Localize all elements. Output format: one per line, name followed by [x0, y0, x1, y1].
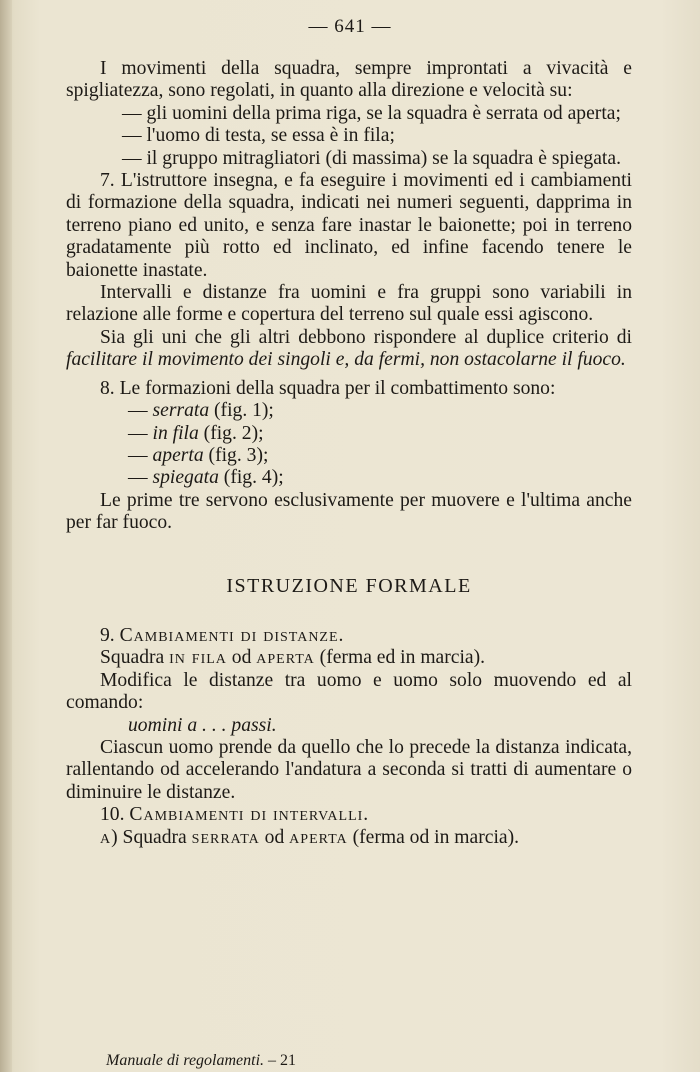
- section-10-title: 10. Cambiamenti di intervalli.: [100, 804, 370, 826]
- section-9-command: uomini a . . . passi.: [128, 714, 277, 736]
- dash-item-machine-gun-group: — il gruppo mitragliatori (di massima) se la squadra è spiegata.: [122, 147, 621, 169]
- dash-item-head-man: — l'uomo di testa, se essa è in fila;: [122, 125, 395, 147]
- formation-item: — aperta (fig. 3);: [128, 444, 269, 466]
- formations-list: [66, 400, 632, 490]
- section-9-title: 9. Cambiamenti di distanze.: [100, 624, 345, 646]
- formation-item: — serrata (fig. 1);: [128, 400, 274, 422]
- page-footer: Manuale di regolamenti. – 21: [106, 1052, 297, 1069]
- paragraph-7: 7. L'istruttore insegna, e fa eseguire i movimenti ed i cambiamenti di formazione della squadra, indicati nei numeri seguenti, dapprima in terreno piano ed unito, e senza fare inastar le baionette; poi in terreno gradatamente più rotto ed inclinato, ed infine facendo tenere le baionette inastate.: [66, 170, 632, 281]
- dash-item-first-row: — gli uomini della prima riga, se la squadra è serrata od aperta;: [122, 102, 621, 124]
- criteria-italic: facilitare il movimento dei singoli e, da fermi, non ostacolarne il fuoco.: [66, 349, 626, 371]
- section-9-explain: Ciascun uomo prende da quello che lo precede la distanza indicata, rallentando od accelerando l'andatura a seconda si tratti di aumentare o diminuire le distanze.: [66, 736, 632, 803]
- paragraph-movements: I movimenti della squadra, sempre improntati a vivacità e spigliatezza, sono regolati, in quanto alla direzione e velocità su:: [66, 58, 632, 102]
- criteria-text: Sia gli uni che gli altri debbono rispondere al duplice criterio di: [100, 326, 632, 348]
- section-heading: ISTRUZIONE FORMALE: [226, 574, 472, 597]
- page-body: [66, 58, 632, 849]
- formation-item: — spiegata (fig. 4);: [128, 467, 284, 489]
- page-gutter: [0, 0, 12, 1072]
- page-number: — 641 —: [308, 16, 392, 37]
- section-9-modify: Modifica le distanze tra uomo e uomo solo muovendo ed al comando:: [66, 669, 632, 714]
- section-10-a: a) Squadra serrata od aperta (ferma od in marcia).: [100, 826, 520, 848]
- paragraph-intervals: Intervalli e distanze fra uomini e fra gruppi sono variabili in relazione alle forme e copertura del terreno sul quale essi agiscono.: [66, 282, 632, 326]
- section-9-line: Squadra in fila od aperta (ferma ed in marcia).: [100, 647, 486, 669]
- formation-item: — in fila (fig. 2);: [128, 422, 264, 444]
- paragraph-usage: Le prime tre servono esclusivamente per muovere e l'ultima anche per far fuoco.: [66, 489, 632, 534]
- paragraph-8: 8. Le formazioni della squadra per il combattimento sono:: [100, 377, 556, 399]
- paragraph-criteria: [66, 327, 632, 372]
